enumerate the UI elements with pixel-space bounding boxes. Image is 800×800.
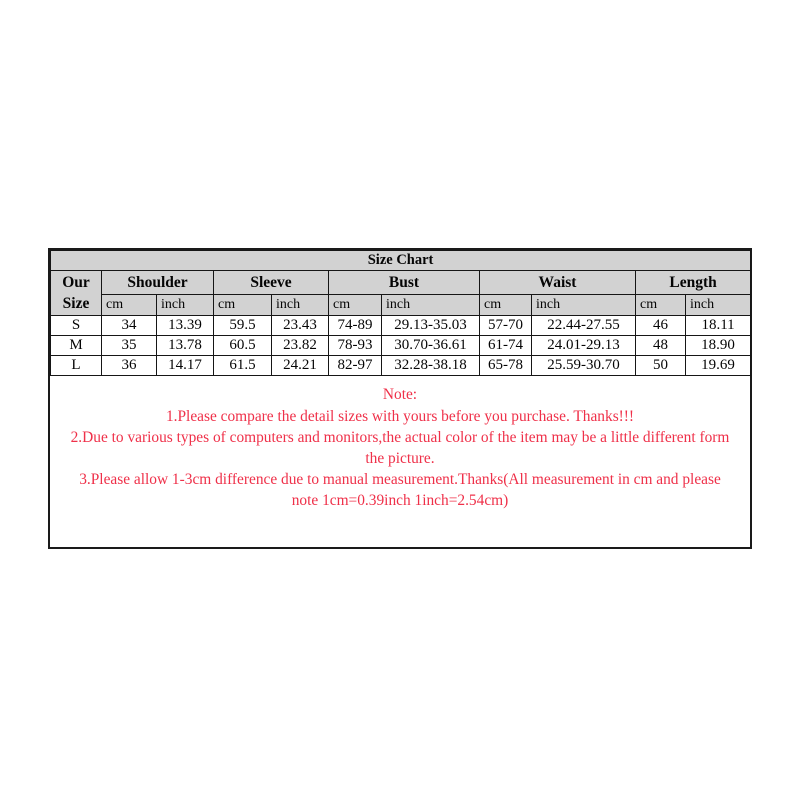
- cell-shoulder-cm: 34: [102, 316, 157, 336]
- cell-size: S: [51, 316, 102, 336]
- cell-waist-cm: 57-70: [480, 316, 532, 336]
- cell-waist-cm: 65-78: [480, 356, 532, 376]
- group-header-shoulder: Shoulder: [102, 271, 214, 295]
- unit-header-shoulder-cm: cm: [102, 295, 157, 316]
- cell-shoulder-cm: 36: [102, 356, 157, 376]
- table-title-row: [51, 251, 751, 271]
- size-chart-title: Size Chart: [51, 251, 751, 271]
- unit-header-waist-cm: cm: [480, 295, 532, 316]
- unit-header-length-cm: cm: [636, 295, 686, 316]
- unit-header-waist-inch: inch: [532, 295, 636, 316]
- unit-header-sleeve-cm: cm: [214, 295, 272, 316]
- group-header-waist: Waist: [480, 271, 636, 295]
- note-line-3a: 3.Please allow 1-3cm difference due to manual measurement.Thanks(All measurement in cm and please: [79, 471, 721, 488]
- cell-sleeve-inch: 24.21: [272, 356, 329, 376]
- notes-heading: Note:: [382, 386, 418, 403]
- cell-sleeve-inch: 23.82: [272, 336, 329, 356]
- cell-bust-inch: 30.70-36.61: [382, 336, 480, 356]
- table-row: [51, 336, 751, 356]
- cell-shoulder-inch: 13.39: [157, 316, 214, 336]
- table-unit-header-row: [51, 295, 751, 316]
- cell-length-cm: 48: [636, 336, 686, 356]
- note-line-2b: the picture.: [365, 450, 435, 467]
- unit-header-shoulder-inch: inch: [157, 295, 214, 316]
- note-line-1: 1.Please compare the detail sizes with yours before you purchase. Thanks!!!: [165, 408, 635, 425]
- cell-sleeve-cm: 59.5: [214, 316, 272, 336]
- unit-header-bust-inch: inch: [382, 295, 480, 316]
- unit-header-bust-cm: cm: [329, 295, 382, 316]
- cell-shoulder-cm: 35: [102, 336, 157, 356]
- table-group-header-row: [51, 271, 751, 295]
- our-size-header-line2: Size: [62, 295, 90, 312]
- cell-sleeve-inch: 23.43: [272, 316, 329, 336]
- size-chart-panel: [48, 248, 752, 549]
- cell-length-cm: 50: [636, 356, 686, 376]
- our-size-header-line1: Our: [62, 274, 90, 291]
- cell-shoulder-inch: 14.17: [157, 356, 214, 376]
- cell-bust-cm: 82-97: [329, 356, 382, 376]
- cell-size: M: [51, 336, 102, 356]
- unit-header-length-inch: inch: [686, 295, 751, 316]
- cell-sleeve-cm: 61.5: [214, 356, 272, 376]
- cell-length-cm: 46: [636, 316, 686, 336]
- group-header-sleeve: Sleeve: [214, 271, 329, 295]
- table-row: [51, 356, 751, 376]
- cell-size: L: [51, 356, 102, 376]
- unit-header-sleeve-inch: inch: [272, 295, 329, 316]
- our-size-header: [51, 271, 102, 316]
- cell-shoulder-inch: 13.78: [157, 336, 214, 356]
- note-line-3b: note 1cm=0.39inch 1inch=2.54cm): [291, 492, 509, 509]
- group-header-length: Length: [636, 271, 751, 295]
- table-row: [51, 316, 751, 336]
- cell-waist-cm: 61-74: [480, 336, 532, 356]
- group-header-bust: Bust: [329, 271, 480, 295]
- size-chart-table: [50, 250, 751, 376]
- cell-bust-cm: 78-93: [329, 336, 382, 356]
- cell-sleeve-cm: 60.5: [214, 336, 272, 356]
- cell-length-inch: 19.69: [686, 356, 751, 376]
- notes-block: [50, 384, 750, 511]
- cell-waist-inch: 25.59-30.70: [532, 356, 636, 376]
- cell-bust-inch: 29.13-35.03: [382, 316, 480, 336]
- cell-bust-cm: 74-89: [329, 316, 382, 336]
- cell-waist-inch: 24.01-29.13: [532, 336, 636, 356]
- note-line-2a: 2.Due to various types of computers and monitors,the actual color of the item may be a little different form: [70, 429, 730, 446]
- cell-waist-inch: 22.44-27.55: [532, 316, 636, 336]
- cell-bust-inch: 32.28-38.18: [382, 356, 480, 376]
- cell-length-inch: 18.90: [686, 336, 751, 356]
- cell-length-inch: 18.11: [686, 316, 751, 336]
